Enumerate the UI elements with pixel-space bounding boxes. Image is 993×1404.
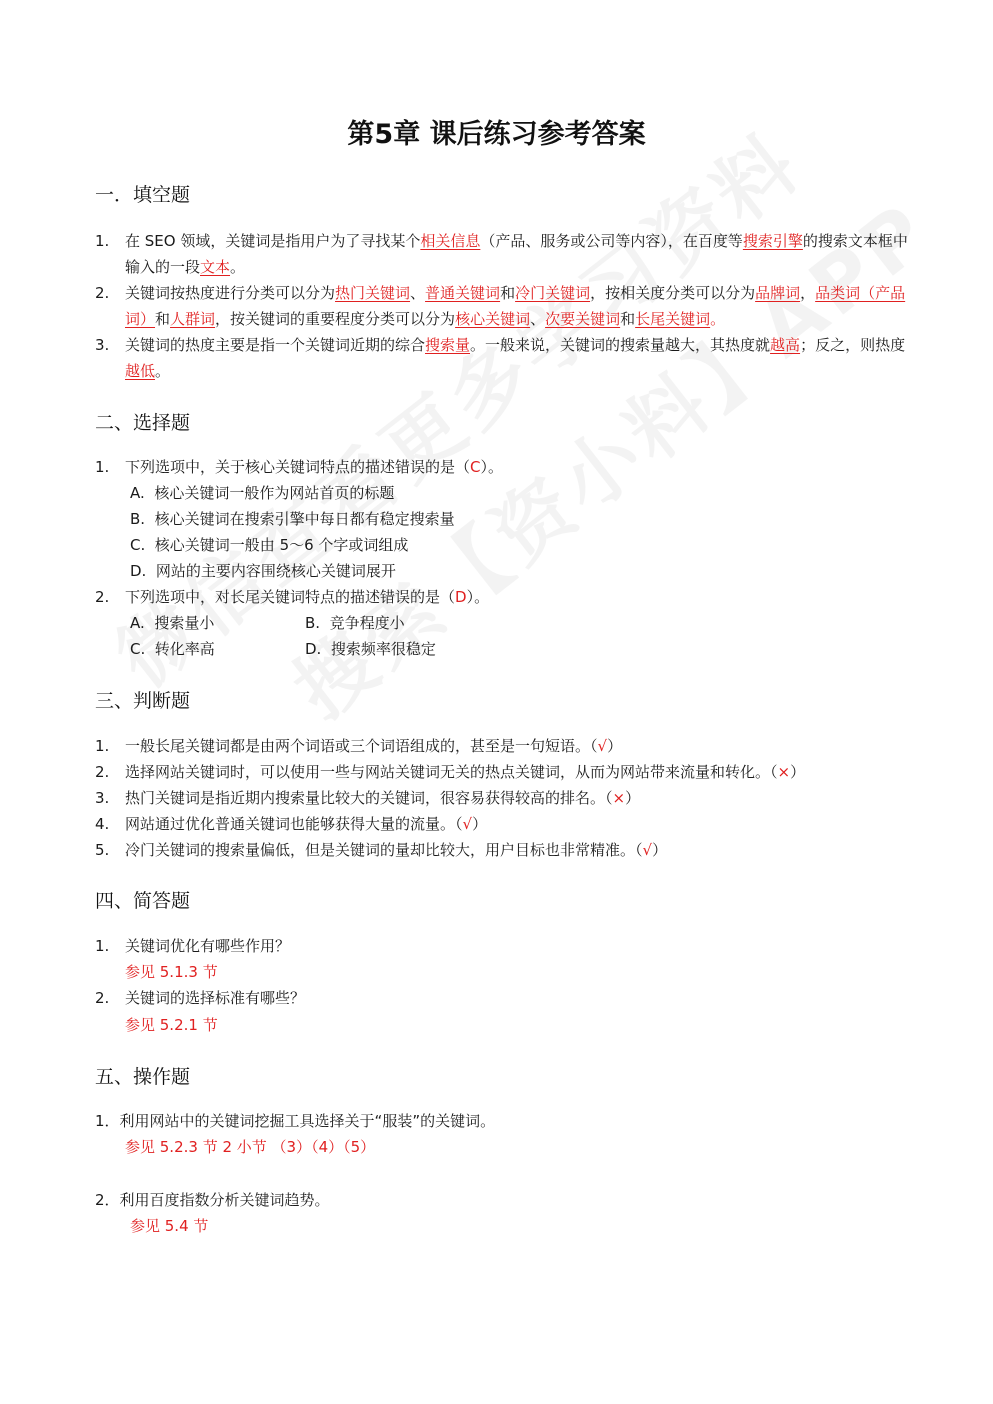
option-key: D.: [130, 562, 147, 580]
reference-answer: 参见 5.2.1 节: [125, 1016, 218, 1034]
fill-item: [95, 228, 915, 280]
text-segment: ，按相关度分类可以分为: [590, 284, 756, 302]
text-segment: 。一般来说，关键词的搜索量越大，其热度就: [470, 336, 771, 354]
item-number: 5.: [95, 841, 110, 859]
judge-end: ）: [790, 763, 806, 781]
item-number: 4.: [95, 815, 110, 833]
question-stem: 下列选项中，关于核心关键词特点的描述错误的是（: [125, 458, 471, 476]
question-text: 利用百度指数分析关键词趋势。: [119, 1191, 330, 1209]
choice-option: [130, 480, 394, 506]
section-heading-short: 四、简答题: [95, 890, 191, 912]
text-segment: 的搜索文本框中输入的一段: [125, 232, 908, 276]
ops-question: [95, 1108, 495, 1134]
judge-mark: √: [597, 737, 608, 755]
item-number: 2．: [95, 1191, 120, 1209]
judge-mark: ×: [612, 789, 626, 807]
section-heading-choice: 二、选择题: [95, 412, 191, 434]
choice-option: [130, 532, 408, 558]
text-segment: 、: [410, 284, 426, 302]
option-key: A.: [130, 614, 145, 632]
text-segment: 在 SEO 领域，关键词是指用户为了寻找某个: [125, 232, 421, 250]
option-key: B.: [305, 614, 321, 632]
option-text: 转化率高: [154, 640, 215, 658]
item-number: 1．: [95, 1112, 120, 1130]
option-text: 核心关键词一般作为网站首页的标题: [154, 484, 395, 502]
short-question: [95, 985, 915, 1011]
short-question: [95, 933, 915, 959]
option-key: C.: [130, 640, 146, 658]
section-heading-fill: 一．填空题: [95, 184, 191, 206]
item-number: 2.: [95, 588, 110, 606]
judge-text: 选择网站关键词时，可以使用一些与网站关键词无关的热点关键词，从而为网站带来流量和转化。（: [125, 763, 778, 781]
answer-blank: 文本: [200, 258, 231, 276]
item-number: 3.: [95, 789, 110, 807]
judge-end: ）: [472, 815, 488, 833]
page-title: 第5章 课后练习参考答案: [347, 119, 646, 150]
item-number: 2.: [95, 989, 110, 1007]
text-segment: 关键词按热度进行分类可以分为: [125, 284, 336, 302]
option-key: B.: [130, 510, 146, 528]
answer-blank: 越低: [125, 362, 156, 380]
choice-question: [95, 454, 915, 480]
question-text: 关键词优化有哪些作用？: [125, 937, 291, 955]
judge-item: [95, 837, 915, 863]
text-segment: ；反之，则热度: [800, 336, 906, 354]
answer-letter: C: [470, 458, 481, 476]
choice-option: [130, 506, 455, 532]
answer-blank: 搜索量: [425, 336, 471, 354]
judge-text: 热门关键词是指近期内搜索量比较大的关键词，很容易获得较高的排名。（: [125, 789, 613, 807]
choice-option: [130, 610, 214, 636]
item-number: 3.: [95, 336, 110, 354]
answer-blank: 冷门关键词: [515, 284, 591, 302]
fill-item-text: [125, 332, 915, 384]
judge-mark: ×: [777, 763, 791, 781]
option-text: 核心关键词在搜索引擎中每日都有稳定搜索量: [154, 510, 455, 528]
choice-option: [305, 636, 436, 662]
answer-blank: 相关信息: [420, 232, 481, 250]
answer-blank: 普通关键词: [425, 284, 501, 302]
answer-blank: 搜索引擎: [742, 232, 803, 250]
question-stem-end: ）。: [480, 458, 504, 476]
answer-blank: 越高: [770, 336, 801, 354]
question-stem: 下列选项中，对长尾关键词特点的描述错误的是（: [125, 588, 456, 606]
reference-answer: 参见 5.4 节: [130, 1217, 209, 1235]
text-segment: 。: [230, 258, 246, 276]
text-segment: 、: [530, 310, 546, 328]
judge-text: 冷门关键词的搜索量偏低，但是关键词的量却比较大，用户目标也非常精准。（: [125, 841, 643, 859]
text-segment: 。: [710, 310, 726, 328]
fill-item: [95, 332, 915, 384]
option-key: C.: [130, 536, 146, 554]
text-segment: 。: [155, 362, 171, 380]
answer-blank: 人群词: [170, 310, 216, 328]
choice-question: [95, 584, 915, 610]
ops-question: [95, 1187, 330, 1213]
text-segment: ，: [800, 284, 816, 302]
section-heading-ops: 五、操作题: [95, 1066, 191, 1088]
option-text: 搜索量小: [154, 614, 215, 632]
fill-item: [95, 280, 915, 332]
judge-end: ）: [607, 737, 623, 755]
item-number: 2.: [95, 284, 110, 302]
judge-item: [95, 811, 915, 837]
answer-blank: 核心关键词: [455, 310, 531, 328]
section-heading-judge: 三、判断题: [95, 690, 191, 712]
judge-end: ）: [652, 841, 668, 859]
option-text: 网站的主要内容围绕核心关键词展开: [155, 562, 396, 580]
reference-answer: 参见 5.2.3 节 2 小节 （3）（4）（5）: [125, 1138, 376, 1156]
judge-mark: √: [642, 841, 653, 859]
answer-blank: 次要关键词: [545, 310, 621, 328]
option-key: D.: [305, 640, 322, 658]
item-number: 1.: [95, 937, 110, 955]
fill-item-text: [125, 228, 915, 280]
option-text: 核心关键词一般由 5～6 个字或词组成: [154, 536, 409, 554]
option-text: 竞争程度小: [329, 614, 405, 632]
fill-item-text: [125, 280, 915, 332]
text-segment: ，按关键词的重要程度分类可以分为: [215, 310, 456, 328]
option-text: 搜索频率很稳定: [330, 640, 436, 658]
question-text: 关键词的选择标准有哪些？: [125, 989, 306, 1007]
reference-answer: 参见 5.1.3 节: [125, 963, 218, 981]
item-number: 2.: [95, 763, 110, 781]
question-stem-end: ）。: [466, 588, 490, 606]
item-number: 1.: [95, 232, 110, 250]
option-key: A.: [130, 484, 145, 502]
judge-mark: √: [462, 815, 473, 833]
item-number: 1.: [95, 737, 110, 755]
judge-item: [95, 785, 915, 811]
question-text: 利用网站中的关键词挖掘工具选择关于“服装”的关键词。: [119, 1112, 496, 1130]
answer-blank: 品类词（产品词）: [125, 284, 906, 328]
choice-option: [305, 610, 405, 636]
answer-letter: D: [455, 588, 467, 606]
item-number: 1.: [95, 458, 110, 476]
text-segment: 关键词的热度主要是指一个关键词近期的综合: [125, 336, 426, 354]
text-segment: 和: [155, 310, 171, 328]
judge-end: ）: [625, 789, 641, 807]
choice-option: [130, 636, 215, 662]
text-segment: （产品、服务或公司等内容），在百度等: [480, 232, 743, 250]
judge-item: [95, 759, 915, 785]
answer-blank: 长尾关键词: [635, 310, 711, 328]
answer-blank: 品牌词: [755, 284, 801, 302]
text-segment: 和: [620, 310, 636, 328]
text-segment: 和: [500, 284, 516, 302]
judge-text: 网站通过优化普通关键词也能够获得大量的流量。（: [125, 815, 463, 833]
answer-blank: 热门关键词: [335, 284, 411, 302]
watermark: [90, 65, 965, 831]
judge-item: [95, 733, 915, 759]
choice-option: [130, 558, 396, 584]
judge-text: 一般长尾关键词都是由两个词语或三个词语组成的，甚至是一句短语。（: [125, 737, 598, 755]
